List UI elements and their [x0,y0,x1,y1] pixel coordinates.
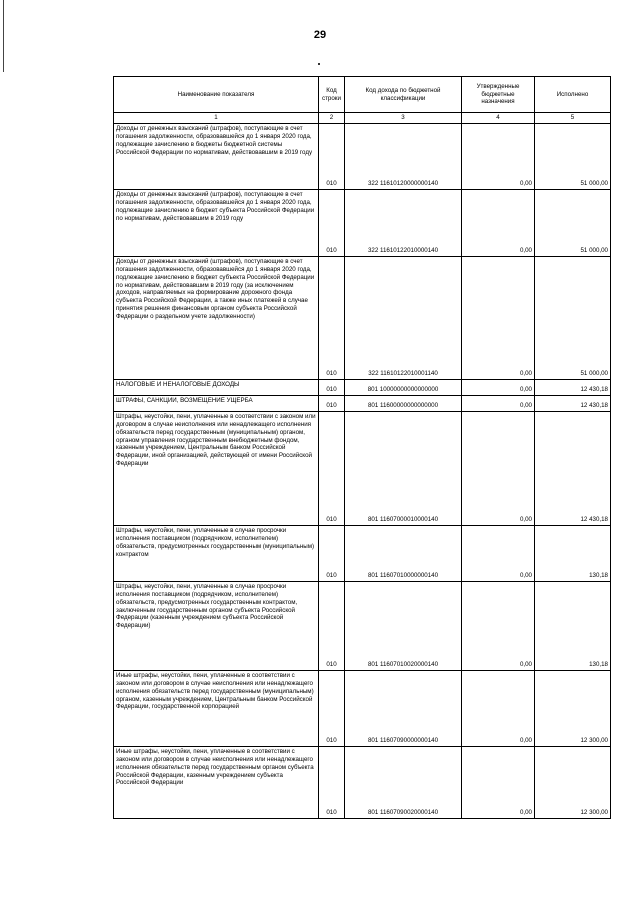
row-line-code: 010 [319,581,345,670]
row-executed: 130,18 [535,581,611,670]
row-approved: 0,00 [462,525,535,581]
row-line-code: 010 [319,411,345,525]
row-approved: 0,00 [462,256,535,379]
row-executed: 12 300,00 [535,746,611,818]
table-row [114,256,611,379]
row-line-code: 010 [319,525,345,581]
column-number: 4 [462,113,535,124]
header-executed: Исполнено [535,77,611,113]
row-executed: 51 000,00 [535,189,611,256]
row-executed: 12 300,00 [535,670,611,746]
row-executed: 12 430,18 [535,411,611,525]
row-approved: 0,00 [462,746,535,818]
column-number: 3 [345,113,462,124]
row-kbk: 322 11610122010001140 [345,256,462,379]
row-executed: 51 000,00 [535,256,611,379]
row-kbk: 322 11610122010000140 [345,189,462,256]
table-row [114,189,611,256]
row-line-code: 010 [319,123,345,189]
row-line-code: 010 [319,395,345,411]
row-name: Иные штрафы, неустойки, пени, уплаченные в соответствии с законом или договором в случае неисполнения или ненадлежащего исполнения обязательств перед государственным (муниципальным) органом, казенным учреждением, Центральным банком Российской Федерации, государственной корпорацией [114,670,319,746]
row-name: Штрафы, неустойки, пени, уплаченные в соответствии с законом или договором в случае неисполнения или ненадлежащего исполнения обязательств перед государственным (муниципальным) органом, органом управления государственным внебюджетным фондом, казенным учреждением, Центральным банком Российской Федерации, иной организацией, действующей от имени Российской Федерации [114,411,319,525]
column-number-row [114,113,611,124]
column-number: 1 [114,113,319,124]
table-row [114,379,611,395]
row-name: Иные штрафы, неустойки, пени, уплаченные в соответствии с законом или договором в случае неисполнения или ненадлежащего исполнения обязательств перед государственным органом субъекта Российской Федерации, казенным учреждением субъекта Российской Федерации [114,746,319,818]
row-line-code: 010 [319,256,345,379]
column-number: 2 [319,113,345,124]
row-name: Штрафы, неустойки, пени, уплаченные в случае просрочки исполнения поставщиком (подрядчиком, исполнителем) обязательств, предусмотренных государственным (муниципальным) контрактом [114,525,319,581]
table-row [114,411,611,525]
row-name: ШТРАФЫ, САНКЦИИ, ВОЗМЕЩЕНИЕ УЩЕРБА [114,395,319,411]
row-approved: 0,00 [462,395,535,411]
table-row [114,525,611,581]
row-kbk: 801 10000000000000000 [345,379,462,395]
table-row [114,746,611,818]
row-name: НАЛОГОВЫЕ И НЕНАЛОГОВЫЕ ДОХОДЫ [114,379,319,395]
column-number: 5 [535,113,611,124]
row-executed: 12 430,18 [535,395,611,411]
scan-speck [318,63,320,65]
table-row [114,123,611,189]
row-line-code: 010 [319,189,345,256]
revenue-table [113,76,611,819]
row-kbk: 801 11600000000000000 [345,395,462,411]
header-row [114,77,611,113]
row-name: Доходы от денежных взысканий (штрафов), поступающие в счет погашения задолженности, образовавшейся до 1 января 2020 года, подлежащие зачислению в бюджет субъекта Российской Федерации по нормативам, действовавшим в 2019 году (за исключением доходов, направляемых на формирование дорожного фонда субъекта Российской Федерации, а также иных платежей в случае принятия решения финансовым органом субъекта Российской Федерации о раздельном учете задолженности) [114,256,319,379]
row-name: Доходы от денежных взысканий (штрафов), поступающие в счет погашения задолженности, образовавшейся до 1 января 2020 года, подлежащие зачислению в бюджеты бюджетной системы Российской Федерации по нормативам, действовавшим в 2019 году [114,123,319,189]
row-name: Доходы от денежных взысканий (штрафов), поступающие в счет погашения задолженности, образовавшейся до 1 января 2020 года, подлежащие зачислению в бюджет субъекта Российской Федерации по нормативам, действовавшим в 2019 году [114,189,319,256]
row-name: Штрафы, неустойки, пени, уплаченные в случае просрочки исполнения поставщиком (подрядчиком, исполнителем) обязательств, предусмотренных государственным контрактом, заключенным государственным органом субъекта Российской Федерации (казенным учреждением субъекта Российской Федерации) [114,581,319,670]
row-kbk: 801 11607090020000140 [345,746,462,818]
row-kbk: 801 11607010000000140 [345,525,462,581]
row-kbk: 801 11607010020000140 [345,581,462,670]
header-kbk: Код дохода по бюджетной классификации [345,77,462,113]
header-line-code: Код строки [319,77,345,113]
header-name: Наименование показателя [114,77,319,113]
row-executed: 12 430,18 [535,379,611,395]
header-approved: Утвержденные бюджетные назначения [462,77,535,113]
row-executed: 51 000,00 [535,123,611,189]
row-approved: 0,00 [462,379,535,395]
row-approved: 0,00 [462,670,535,746]
table-row [114,581,611,670]
table-row [114,670,611,746]
row-kbk: 801 11607090000000140 [345,670,462,746]
row-approved: 0,00 [462,123,535,189]
row-line-code: 010 [319,379,345,395]
page-number: 29 [313,29,327,41]
row-approved: 0,00 [462,411,535,525]
row-approved: 0,00 [462,581,535,670]
row-kbk: 322 11610120000000140 [345,123,462,189]
row-approved: 0,00 [462,189,535,256]
row-line-code: 010 [319,670,345,746]
row-executed: 130,18 [535,525,611,581]
row-kbk: 801 11607000010000140 [345,411,462,525]
table-row [114,395,611,411]
row-line-code: 010 [319,746,345,818]
